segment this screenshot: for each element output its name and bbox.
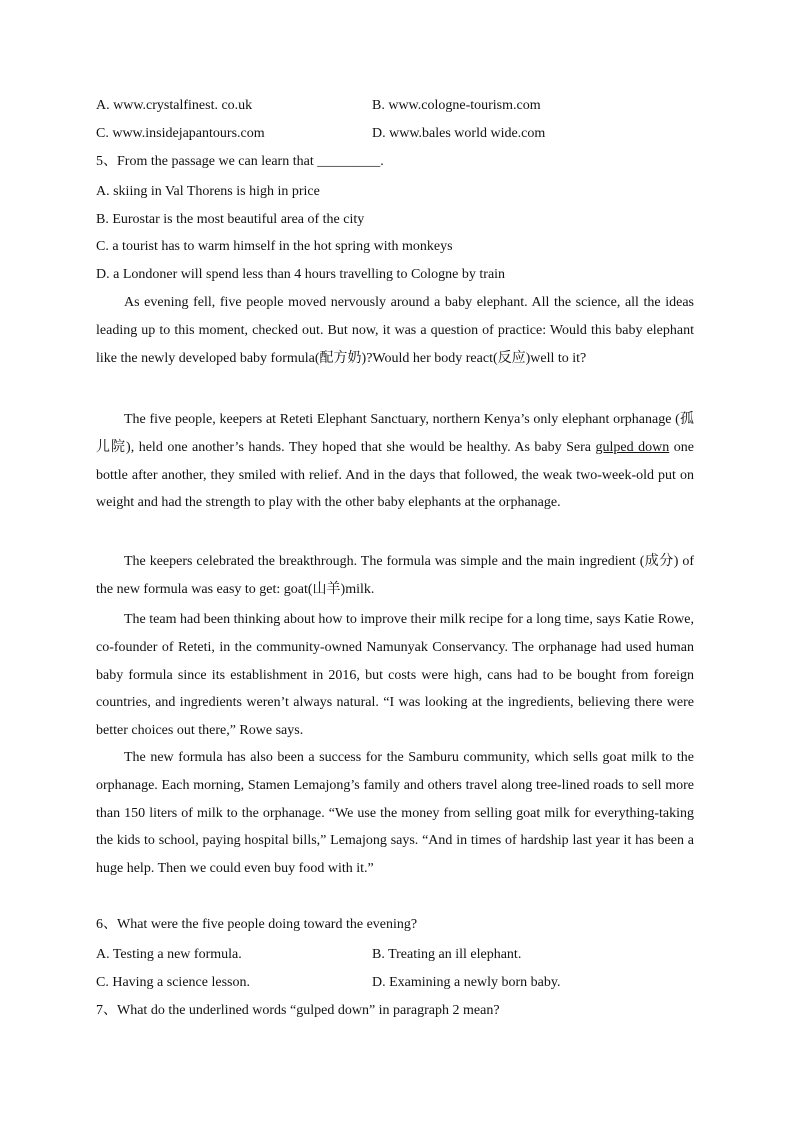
q4-option-b: B. www.cologne-tourism.com xyxy=(372,98,541,113)
q4-option-a: A. www.crystalfinest. co.uk xyxy=(96,98,253,113)
passage-p1-text: As evening fell, five people moved nervously around a baby elephant. All the science, all the ideas leading up to this moment, checked out. But now, it was a question of practice: Would this baby elephant like the newly developed baby formula(配方奶)?Would her body react(反应)well to it? xyxy=(96,295,694,366)
q5-option-b: B. Eurostar is the most beautiful area of the city xyxy=(96,212,365,227)
q5-option-d: D. a Londoner will spend less than 4 hours travelling to Cologne by train xyxy=(96,267,506,282)
q4-option-d: D. www.bales world wide.com xyxy=(372,126,546,141)
passage-paragraph-4 xyxy=(96,606,694,745)
passage-p5-text: The new formula has also been a success for the Samburu community, which sells goat milk to the orphanage. Each morning, Stamen Lemajong’s family and others travel along tree-lined roads to sell more than 150 liters of milk to the orphanage. “We use the money from selling goat milk for everything-taking the kids to school, paying hospital bills,” Lemajong says. “And in times of hardship last year it has been a huge help. Then we could even buy food with it.” xyxy=(96,750,694,877)
passage-p3-text: The keepers celebrated the breakthrough. The formula was simple and the main ingredient (成分) of the new formula was easy to get: goat(山羊)milk. xyxy=(96,554,694,597)
q6-option-c: C. Having a science lesson. xyxy=(96,975,250,990)
q4-option-c: C. www.insidejapantours.com xyxy=(96,126,265,141)
underlined-phrase: gulped down xyxy=(595,439,670,455)
q5-option-a: A. skiing in Val Thorens is high in price xyxy=(96,184,320,199)
q6-option-b: B. Treating an ill elephant. xyxy=(372,947,522,962)
passage-paragraph-3 xyxy=(96,548,694,604)
q5-option-c: C. a tourist has to warm himself in the hot spring with monkeys xyxy=(96,239,453,254)
q6-option-a: A. Testing a new formula. xyxy=(96,947,242,962)
passage-p2-text xyxy=(96,406,694,517)
p2-text-before: The five people, keepers at Reteti Elephant Sanctuary, northern Kenya’s only elephant orphanage (孤儿院), held one another’s hands. They hoped that she would be healthy. As baby Sera xyxy=(96,412,694,455)
p2-text-after: one bottle after another, they smiled with relief. And in the days that followed, the weak two-week-old put on weight and had the strength to play with the other baby elephants at the orphanage. xyxy=(96,439,694,511)
passage-paragraph-2 xyxy=(96,406,694,517)
passage-paragraph-5 xyxy=(96,744,694,883)
passage-p4-text: The team had been thinking about how to improve their milk recipe for a long time, says Katie Rowe, co-founder of Reteti, in the community-owned Namunyak Conservancy. The orphanage had used human baby formula since its establishment in 2016, but costs were high, cans had to be bought from foreign countries, and ingredients weren’t always natural. “I was looking at the ingredients, believing there were better choices out there,” Rowe says. xyxy=(96,612,694,739)
q5-stem: 5、From the passage we can learn that _________. xyxy=(96,154,384,169)
q6-option-d: D. Examining a newly born baby. xyxy=(372,975,561,990)
q7-stem: 7、What do the underlined words “gulped down” in paragraph 2 mean? xyxy=(96,1003,500,1018)
passage-paragraph-1 xyxy=(96,289,694,372)
q6-stem: 6、What were the five people doing toward the evening? xyxy=(96,917,418,932)
